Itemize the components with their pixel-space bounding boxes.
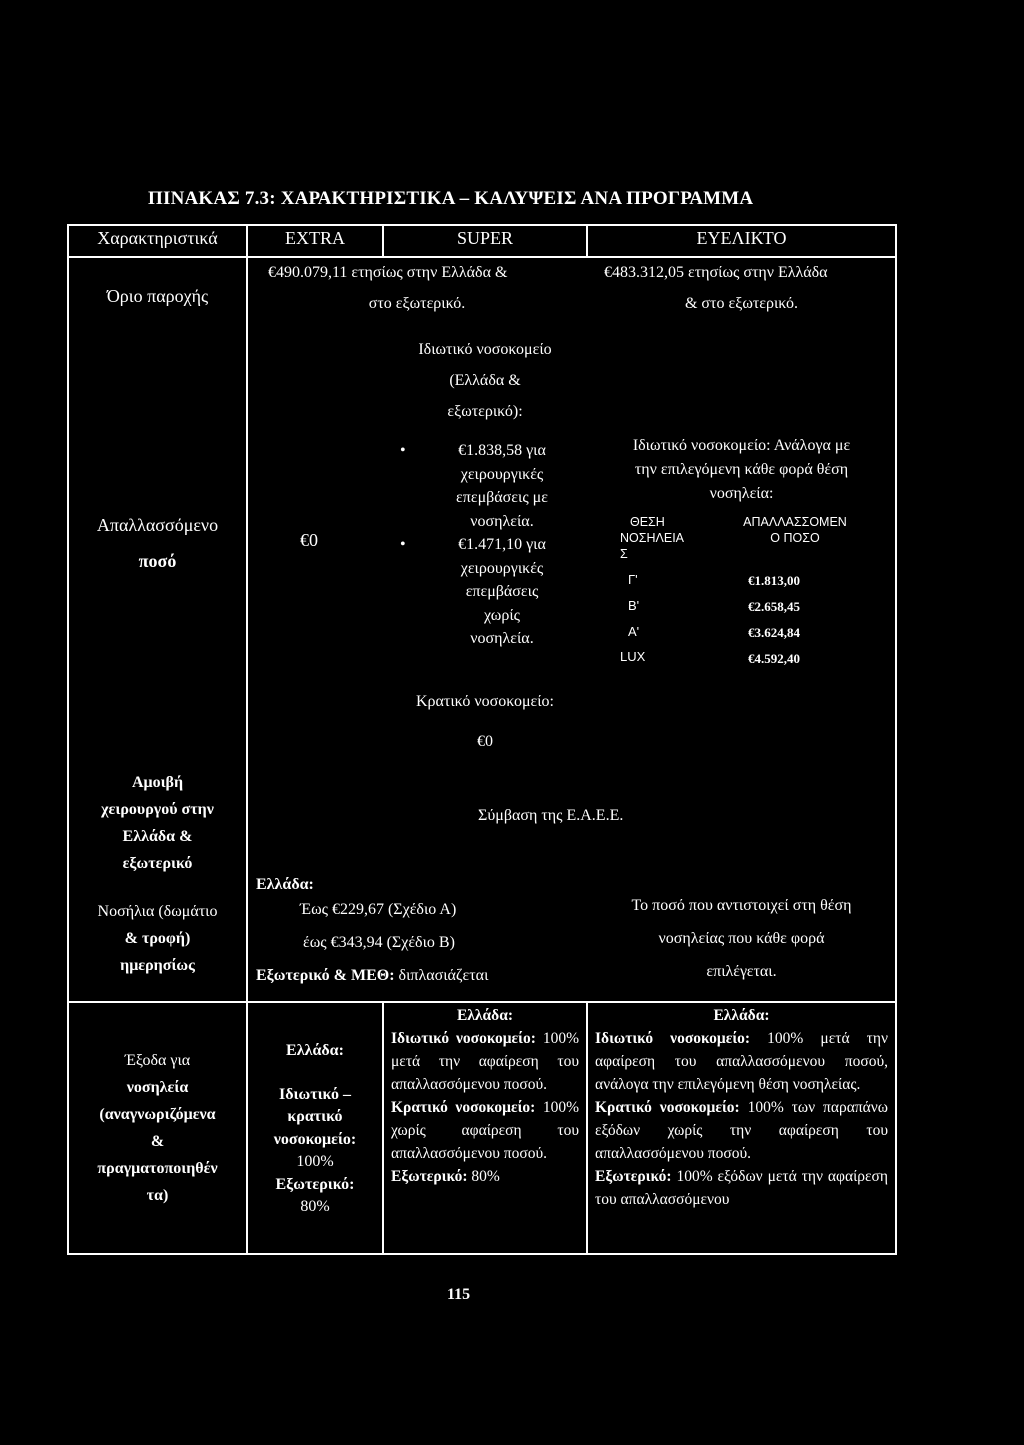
bullet-icon: • [400, 442, 406, 459]
super-public-title: Κρατικό νοσοκομείο: [416, 693, 554, 710]
deductible-label-line1: Απαλλασσόμενο [96, 515, 219, 535]
expenses-super: Ελλάδα: Ιδιωτικό νοσοκομείο: 100% μετά την αφαίρεση του απαλλασσόμενου ποσού. Κρατικό νοσοκομείο: 100% χωρίς αφαίρεση του απαλλασσόμενου ποσού. Εξωτερικό: 80% [391, 1007, 579, 1185]
expenses-label: Έξοδα για νοσηλεία (αναγνωριζόμενα & πραγματοποιηθέν τα) [97, 1052, 218, 1204]
limit-extra-super-line2: στο εξωτερικό. [368, 295, 466, 312]
super-bullets: • €1.838,58 για χειρουργικές επεμβάσεις με νοσηλεία. • €1.471,10 για χειρουργικές επεμβάσεις χωρίς νοσηλεία. [400, 439, 580, 651]
table-row-class: Β' [628, 598, 640, 613]
flex-deductible-intro: Ιδιωτικό νοσοκομείο: Ανάλογα με την επιλεγόμενη κάθε φορά θέση νοσηλεία: [632, 437, 851, 502]
super-public-value: €0 [477, 733, 493, 750]
limit-flex-line2: & στο εξωτερικό. [684, 295, 799, 312]
table-row-class: Γ' [628, 572, 638, 587]
room-greece-label: Ελλάδα: [256, 876, 314, 893]
header-flex: ΕΥΕΛΙΚΤΟ [696, 228, 787, 248]
bullet-icon: • [400, 536, 406, 553]
table-row-amount: €2.658,45 [748, 599, 800, 614]
expenses-flex: Ελλάδα: Ιδιωτικό νοσοκομείο: 100% μετά την αφαίρεση του απαλλασσόμενου ποσού, ανάλογα την επιλεγόμενη θέση νοσηλείας. Κρατικό νοσοκομείο: 100% των παραπάνω εξόδων χωρίς την αφαίρεση του απαλλασσόμενου ποσού. Εξωτερικό: 100% εξόδων μετά την αφαίρεση του απαλλασσόμενου [595, 1007, 888, 1208]
deductible-label-line2: ποσό [138, 551, 177, 571]
limit-label: Όριο παροχής [106, 286, 209, 306]
surgeon-value: Σύμβαση της Ε.Α.Ε.Ε. [478, 807, 624, 824]
table-row-amount: €4.592,40 [748, 651, 800, 666]
limit-extra-super-line1: €490.079,11 ετησίως στην Ελλάδα & [268, 264, 508, 281]
deductible-extra: €0 [300, 530, 318, 550]
expenses-extra: Ελλάδα: Ιδιωτικό – κρατικό νοσοκομείο: 100% Εξωτερικό: 80% [273, 1042, 357, 1215]
room-plan-a: Έως €229,67 (Σχέδιο Α) [300, 901, 457, 918]
room-plan-b: έως €343,94 (Σχέδιο Β) [303, 934, 455, 951]
flex-table-head-class: ΘΕΣΗ ΝΟΣΗΛΕΙΑ Σ [620, 515, 685, 561]
room-flex: Το ποσό που αντιστοιχεί στη θέση νοσηλείας που κάθε φορά επιλέγεται. [631, 897, 852, 980]
header-super: SUPER [456, 228, 514, 248]
header-characteristics: Χαρακτηριστικά [97, 228, 218, 248]
flex-table-head-amount: ΑΠΑΛΛΑΣΣΟΜΕΝ Ο ΠΟΣΟ [743, 515, 847, 545]
table-row-class: LUX [620, 649, 646, 664]
limit-flex-line1: €483.312,05 ετησίως στην Ελλάδα [604, 264, 828, 281]
surgeon-label: Αμοιβή χειρουργού στην Ελλάδα & εξωτερικό [101, 774, 214, 872]
table-row-amount: €1.813,00 [748, 573, 800, 588]
page-number: 115 [447, 1286, 471, 1303]
super-private-title: Ιδιωτικό νοσοκομείο (Ελλάδα & εξωτερικό): [418, 341, 552, 420]
table-row-amount: €3.624,84 [748, 625, 800, 640]
page-title: ΠΙΝΑΚΑΣ 7.3: ΧΑΡΑΚΤΗΡΙΣΤΙΚΑ – ΚΑΛΥΨΕΙΣ ΑΝΑ ΠΡΟΓΡΑΜΜΑ [148, 188, 754, 209]
header-extra: EXTRA [285, 228, 345, 248]
room-abroad: Εξωτερικό & ΜΕΘ: διπλασιάζεται [256, 967, 489, 984]
room-label: Νοσήλια (δωμάτιο & τροφή) ημερησίως [97, 903, 218, 974]
table-row-class: Α' [628, 624, 640, 639]
